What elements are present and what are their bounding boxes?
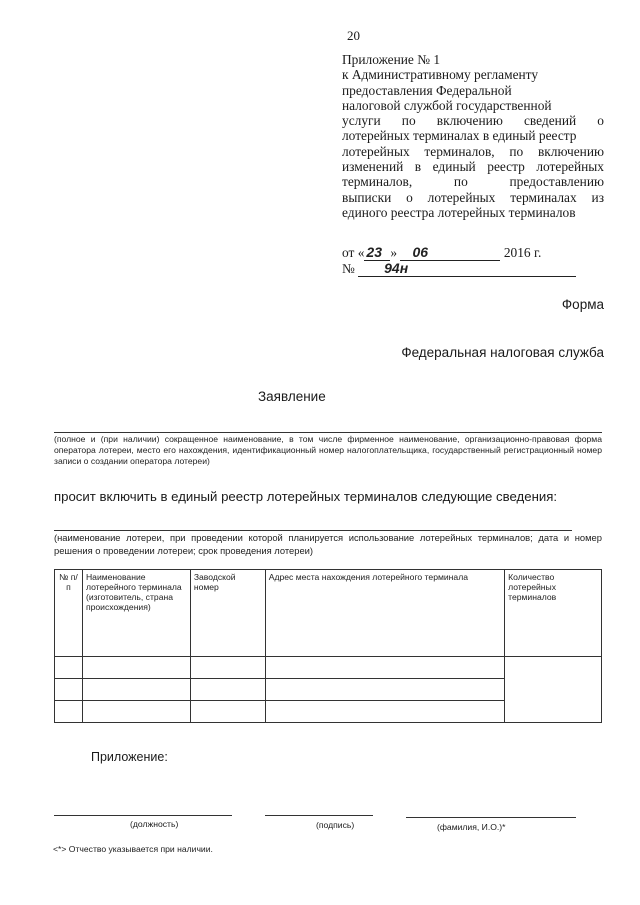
- header-serial: Заводской номер: [190, 570, 265, 657]
- appendix-line: услуги по включению сведений о: [342, 113, 604, 129]
- recipient: Федеральная налоговая служба: [401, 345, 604, 360]
- appendix-block: [342, 52, 604, 220]
- form-label: Форма: [561, 297, 604, 312]
- number-value: 94н: [384, 260, 409, 276]
- table-cell[interactable]: [190, 657, 265, 679]
- appendix-title: Приложение № 1: [342, 52, 441, 67]
- name-label: (фамилия, И.О.)*: [437, 822, 506, 832]
- table-cell[interactable]: [55, 679, 83, 701]
- appendix-date: [342, 245, 604, 277]
- appendix-line: лотерейных терминалах в единый реестр: [342, 128, 577, 144]
- table-cell[interactable]: [82, 657, 190, 679]
- table-cell[interactable]: [55, 657, 83, 679]
- header-number: № п/п: [55, 570, 83, 657]
- position-label: (должность): [130, 819, 179, 829]
- table-header-row: [55, 570, 602, 657]
- date-mid: »: [390, 245, 398, 260]
- date-day-field: [364, 245, 390, 261]
- table-cell[interactable]: [265, 701, 504, 723]
- lottery-note: (наименование лотереи, при проведении которой планируется использование лотерейных терминалов; дата и номер решения о проведении лотереи; срок проведения лотереи): [54, 532, 602, 556]
- header-address: Адрес места нахождения лотерейного терминала: [265, 570, 504, 657]
- operator-fill-line[interactable]: [54, 432, 602, 433]
- date-month-field: [400, 245, 500, 261]
- table-cell-count[interactable]: [505, 657, 602, 723]
- name-sign-line[interactable]: [406, 817, 576, 818]
- operator-note: (полное и (при наличии) сокращенное наименование, в том числе фирменное наименование, организационно-правовая форма оператора лотереи, место его нахождения, идентификационный номер налогоплательщика, государственный регистрационный номер записи о создании оператора лотереи): [54, 434, 602, 466]
- date-month: 06: [412, 244, 429, 260]
- table-cell[interactable]: [265, 657, 504, 679]
- date-day: 23: [366, 244, 382, 260]
- appendix-line: к Административному регламенту: [342, 67, 539, 83]
- request-text: просит включить в единый реестр лотерейных терминалов следующие сведения:: [54, 489, 558, 504]
- number-field: [358, 261, 576, 277]
- attachment-label: Приложение:: [91, 750, 168, 764]
- table-cell[interactable]: [190, 679, 265, 701]
- position-sign-line[interactable]: [54, 815, 232, 816]
- appendix-line: лотерейных терминалов, по включению: [342, 143, 604, 159]
- footnote: <*> Отчество указывается при наличии.: [53, 844, 213, 854]
- table-cell[interactable]: [82, 679, 190, 701]
- terminals-table: [54, 569, 602, 723]
- appendix-line: изменений в единый реестр лотерейных: [342, 159, 604, 175]
- page-number: 20: [347, 28, 360, 43]
- date-prefix: от «: [342, 245, 365, 260]
- table-row: [55, 657, 602, 679]
- signature-line[interactable]: [265, 815, 373, 816]
- appendix-line: единого реестра лотерейных терминалов: [342, 204, 576, 220]
- appendix-line: предоставления Федеральной: [342, 82, 512, 98]
- signature-label: (подпись): [316, 820, 355, 830]
- date-year: 2016 г.: [503, 245, 542, 260]
- table-cell[interactable]: [82, 701, 190, 723]
- table-cell[interactable]: [190, 701, 265, 723]
- appendix-line: выписки о лотерейных терминалах из: [342, 189, 604, 205]
- number-prefix: №: [342, 261, 355, 276]
- lottery-fill-line[interactable]: [54, 530, 572, 531]
- header-count: Количество лотерейных терминалов: [505, 570, 602, 657]
- appendix-line: налоговой службой государственной: [342, 97, 552, 113]
- table-cell[interactable]: [55, 701, 83, 723]
- appendix-line: терминалов, по предоставлению: [342, 174, 604, 190]
- table-cell[interactable]: [265, 679, 504, 701]
- doc-title: Заявление: [258, 389, 326, 404]
- header-terminal-name: Наименование лотерейного терминала (изготовитель, страна происхождения): [82, 570, 190, 657]
